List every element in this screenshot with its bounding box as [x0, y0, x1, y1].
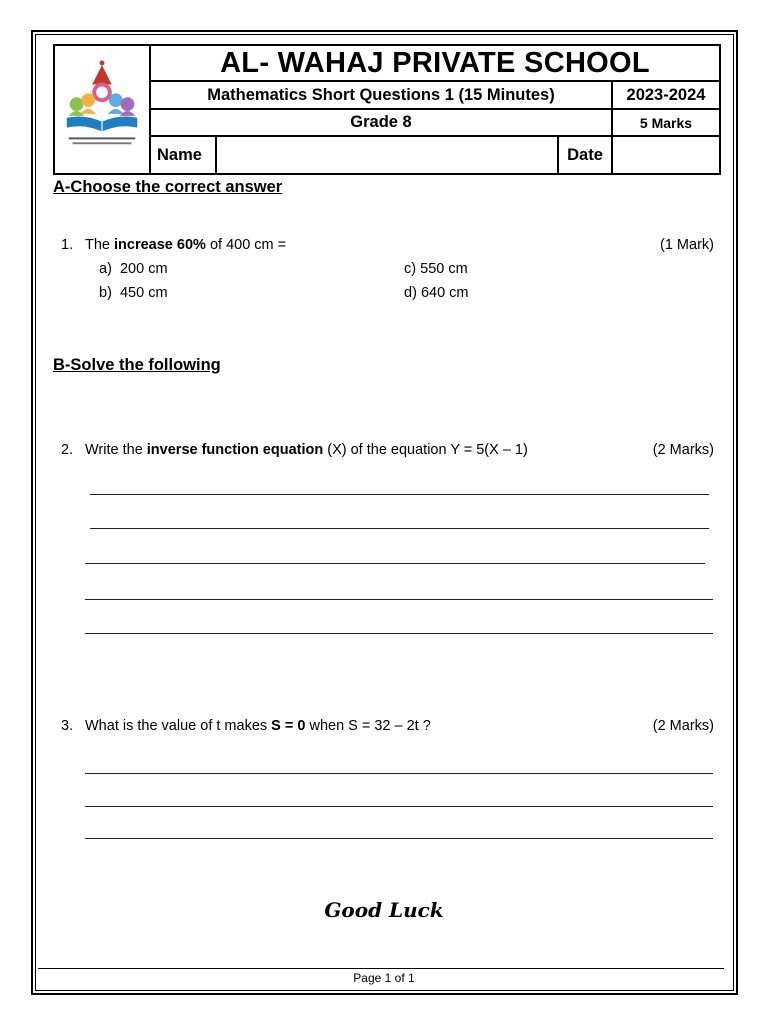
exam-subject: Mathematics Short Questions 1 (15 Minutes) — [151, 82, 613, 110]
option-c-letter: c) — [404, 261, 417, 277]
q1-text-start: The — [85, 237, 115, 253]
q1-marks: (1 Mark) — [660, 237, 714, 253]
option-b-letter: b) — [99, 285, 112, 301]
q2-number: 2. — [61, 442, 74, 458]
q3-text-bold: S = 0 — [271, 718, 306, 734]
date-label: Date — [559, 137, 613, 173]
answer-line[interactable] — [85, 838, 713, 839]
header-table — [53, 44, 721, 175]
date-field[interactable] — [613, 137, 719, 173]
answer-line[interactable] — [90, 528, 709, 529]
q2-text-start: Write the — [85, 442, 147, 458]
answer-line[interactable] — [85, 563, 705, 564]
q3-marks: (2 Marks) — [652, 718, 714, 734]
answer-line[interactable] — [85, 773, 713, 774]
q2-marks: (2 Marks) — [652, 442, 714, 458]
q3-text-start: What is the value of t makes — [85, 718, 272, 734]
q1-option-a[interactable] — [99, 261, 168, 277]
option-a-text: 200 cm — [119, 261, 168, 277]
q3-text — [85, 718, 431, 734]
school-logo-icon — [55, 46, 149, 173]
q1-option-d[interactable] — [404, 285, 469, 301]
name-label: Name — [151, 137, 217, 173]
q3-number: 3. — [61, 718, 74, 734]
q2-text-bold: inverse function equation — [146, 442, 324, 458]
answer-line[interactable] — [90, 494, 709, 495]
q2-text-end: (X) of the equation Y = 5(X – 1) — [323, 442, 528, 458]
q1-option-c[interactable] — [404, 261, 468, 277]
answer-line[interactable] — [85, 599, 713, 600]
school-name: AL- WAHAJ PRIVATE SCHOOL — [151, 46, 719, 82]
q1-text-bold: increase 60% — [114, 237, 206, 253]
q2-text — [85, 442, 528, 458]
answer-line[interactable] — [85, 806, 713, 807]
option-a-letter: a) — [99, 261, 112, 277]
section-a-heading: A-Choose the correct answer — [53, 178, 283, 196]
academic-year: 2023-2024 — [613, 82, 719, 110]
q3-text-end: when S = 32 – 2t ? — [305, 718, 431, 734]
page-number: Page 1 of 1 — [353, 971, 415, 985]
grade-level: Grade 8 — [151, 110, 613, 137]
option-b-text: 450 cm — [119, 285, 168, 301]
footer-divider — [38, 968, 724, 969]
option-d-letter: d) — [404, 285, 417, 301]
option-d-text: 640 cm — [420, 285, 469, 301]
option-c-text: 550 cm — [420, 261, 468, 277]
q1-text-end: of 400 cm = — [205, 237, 287, 253]
closing-message: Good Luck — [324, 898, 444, 922]
q1-number: 1. — [61, 237, 74, 253]
q1-option-b[interactable] — [99, 285, 168, 301]
name-field[interactable] — [217, 137, 559, 173]
total-marks: 5 Marks — [613, 110, 719, 137]
school-logo-cell — [55, 46, 151, 173]
q1-text — [85, 237, 286, 253]
answer-line[interactable] — [85, 633, 713, 634]
section-b-heading: B-Solve the following — [53, 356, 221, 374]
